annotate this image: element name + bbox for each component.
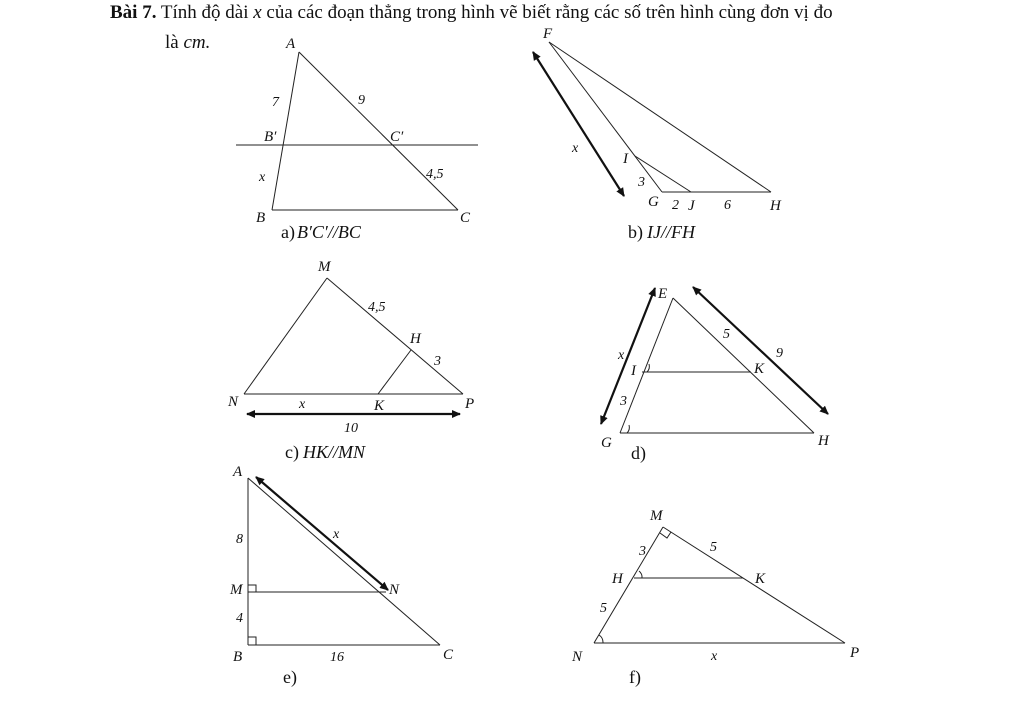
- fig-e-caption: e): [283, 667, 297, 687]
- fig-d-side-EH: [673, 298, 814, 433]
- fig-c-value-NK: x: [299, 397, 306, 412]
- fig-e-label-N: N: [389, 582, 400, 598]
- fig-e-value-AN: x: [333, 527, 340, 542]
- fig-d-label-H: H: [818, 433, 829, 449]
- fig-f-angle-mark-H: [639, 571, 642, 578]
- fig-e-label-B: B: [233, 649, 243, 665]
- fig-a-value-B1B: x: [259, 170, 266, 185]
- fig-d-label-K: K: [754, 361, 765, 377]
- fig-e-value-MB: 4: [236, 611, 243, 626]
- fig-c-label-P: P: [465, 396, 475, 412]
- fig-c-segment-HK: [378, 350, 411, 394]
- fig-d-value-EK: 5: [723, 327, 730, 342]
- figure-c: [227, 259, 474, 463]
- fig-e-side-AC: [248, 478, 440, 645]
- fig-b-label-J: J: [688, 198, 695, 214]
- figure-b: [533, 26, 782, 243]
- fig-a-value-C1C: 4,5: [426, 167, 444, 182]
- fig-c-label-H: H: [410, 331, 421, 347]
- fig-e-label-A: A: [233, 464, 243, 480]
- figure-e: [229, 464, 454, 688]
- fig-d-value-EH: 9: [776, 346, 783, 361]
- unit-text: cm.: [183, 32, 211, 53]
- fig-a-caption-prefix: a): [281, 222, 295, 242]
- figure-d: [601, 286, 830, 464]
- fig-b-value-JH: 6: [724, 198, 731, 213]
- fig-c-value-NP: 10: [344, 421, 358, 436]
- fig-c-value-MH: 4,5: [368, 300, 386, 315]
- fig-b-caption-prefix: b): [628, 222, 643, 242]
- fig-e-value-BC: 16: [330, 650, 344, 665]
- fig-d-value-EI: x: [618, 348, 625, 363]
- fig-f-value-HN: 5: [600, 601, 607, 616]
- fig-f-label-M: M: [650, 508, 663, 524]
- figure-a: [236, 36, 478, 243]
- fig-f-label-N: N: [572, 649, 583, 665]
- fig-c-value-HP: 3: [434, 354, 441, 369]
- fig-a-caption: [281, 222, 362, 243]
- fig-f-label-P: P: [850, 645, 860, 661]
- fig-e-length-arrow-AN: [256, 477, 388, 590]
- problem-number: Bài 7.: [110, 2, 157, 23]
- fig-e-value-AM: 8: [236, 532, 243, 547]
- fig-b-label-G: G: [648, 194, 659, 210]
- unit-prefix: là: [165, 32, 179, 53]
- fig-d-label-G: G: [601, 435, 612, 451]
- fig-c-side-MP: [327, 278, 463, 394]
- fig-d-value-IG: 3: [620, 394, 627, 409]
- fig-a-label-C: C: [460, 210, 471, 226]
- fig-c-label-K: K: [374, 398, 385, 414]
- fig-e-label-M: M: [230, 582, 243, 598]
- fig-b-caption-formula: IJ//FH: [647, 222, 695, 242]
- fig-d-label-E: E: [658, 286, 668, 302]
- fig-f-value-NP: x: [711, 649, 718, 664]
- fig-d-side-EG: [620, 298, 673, 433]
- fig-f-angle-mark-N: [599, 635, 603, 643]
- fig-d-length-arrow-EG: [601, 288, 655, 424]
- fig-b-value-GJ: 2: [672, 198, 679, 213]
- fig-a-label-B1: B′: [264, 129, 277, 145]
- fig-b-label-H: H: [770, 198, 781, 214]
- fig-a-side-AC: [299, 52, 458, 210]
- fig-f-label-K: K: [755, 571, 766, 587]
- fig-a-label-C1: C′: [390, 129, 404, 145]
- fig-f-right-angle-M: [660, 532, 671, 538]
- fig-e-label-C: C: [443, 647, 454, 663]
- fig-c-caption: [285, 442, 366, 463]
- fig-a-label-A: A: [286, 36, 296, 52]
- fig-a-value-AB1: 7: [272, 95, 279, 110]
- fig-e-right-angle-B: [248, 637, 256, 645]
- fig-f-side-MP: [663, 527, 845, 643]
- problem-variable: x: [253, 2, 262, 23]
- figure-f: [571, 508, 859, 688]
- fig-f-side-MN: [594, 527, 663, 643]
- fig-a-caption-formula: B′C′//BC: [296, 222, 361, 242]
- fig-f-value-MH: 3: [639, 544, 646, 559]
- fig-f-caption: f): [629, 667, 641, 687]
- fig-a-value-AC1: 9: [358, 93, 365, 108]
- fig-d-angle-mark-I: [647, 364, 649, 372]
- fig-c-side-MN: [244, 278, 327, 394]
- problem-text-after: của các đoạn thẳng trong hình vẽ biết rằng các số trên hình cùng đơn vị đo: [266, 2, 833, 23]
- fig-a-label-B: B: [256, 210, 266, 226]
- fig-b-side-FH: [549, 42, 771, 192]
- fig-e-right-angle-M: [248, 585, 256, 592]
- fig-b-caption: [628, 222, 696, 243]
- fig-d-caption: d): [631, 443, 646, 463]
- fig-c-label-M: M: [318, 259, 331, 275]
- fig-b-label-I: I: [623, 151, 628, 167]
- problem-text-before: Tính độ dài: [160, 2, 249, 23]
- fig-b-side-FG: [549, 42, 662, 192]
- fig-b-label-F: F: [543, 26, 553, 42]
- fig-c-label-N: N: [228, 394, 239, 410]
- fig-c-caption-prefix: c): [285, 442, 299, 462]
- fig-b-value-FG: x: [572, 141, 579, 156]
- fig-d-label-I: I: [631, 363, 636, 379]
- fig-f-value-MK: 5: [710, 540, 717, 555]
- fig-c-caption-formula: HK//MN: [302, 442, 365, 462]
- fig-f-label-H: H: [612, 571, 623, 587]
- fig-d-angle-mark-G: [627, 425, 629, 433]
- fig-b-value-GI: 3: [638, 175, 645, 190]
- fig-d-length-arrow-EH: [693, 287, 828, 414]
